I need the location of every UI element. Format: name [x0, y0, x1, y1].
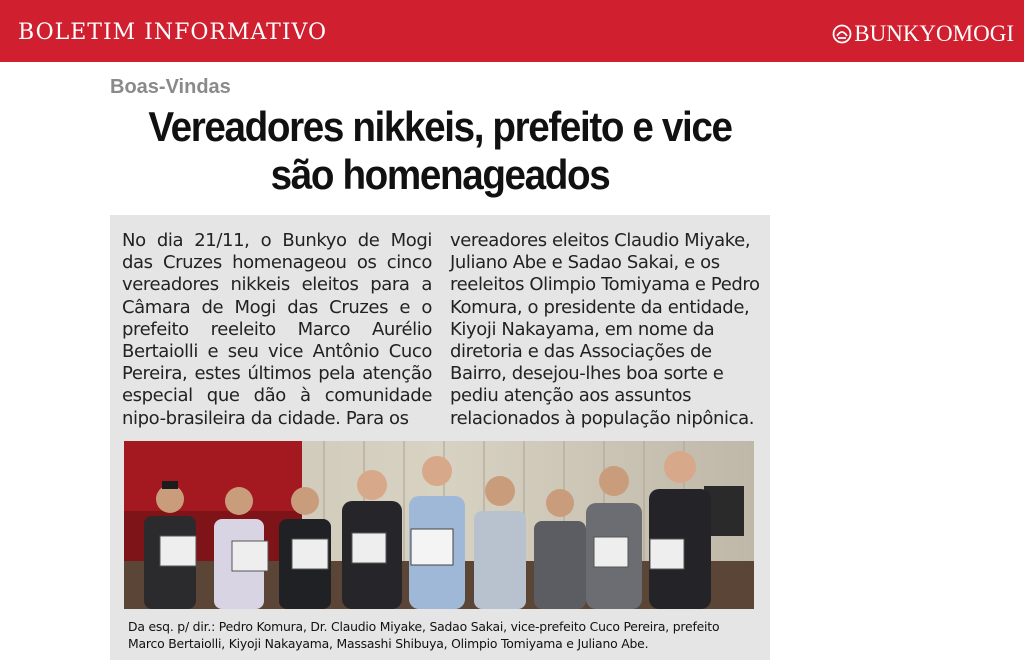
- newsletter-title: BOLETIM INFORMATIVO: [18, 20, 328, 45]
- article-column-right: vereadores eleitos Claudio Miyake, Juliano Abe e Sadao Sakai, e os reeleitos Olimpio Tomiyama e Pedro Komura, o presidente da entidade, Kiyoji Nakayama, em nome da diretoria e das Associações de Bairro, desejou-lhes boa sorte e pediu atenção aos assuntos relacionados à população nipônica.: [450, 230, 760, 429]
- article-headline: [136, 103, 743, 199]
- article-column-left: No dia 21/11, o Bunkyo de Mogi das Cruzes homenageou os cinco vereadores nikkeis eleitos para a Câmara de Mogi das Cruzes e o prefeito reeleito Marco Aurélio Bertaiolli e seu vice Antônio Cuco Pereira, estes últimos pela atenção especial que dão à comunidade nipo-brasileira da cidade. Para os: [122, 230, 432, 429]
- photo-caption: Da esq. p/ dir.: Pedro Komura, Dr. Claudio Miyake, Sadao Sakai, vice-prefeito Cuco Pereira, prefeito Marco Bertaiolli, Kiyoji Nakayama, Massashi Shibuya, Olimpio Tomiyama e Juliano Abe.: [128, 619, 720, 651]
- article-body: [110, 215, 770, 660]
- headline-line-2: são homenageados: [270, 151, 610, 198]
- brand-logo: [832, 21, 1014, 47]
- bunkyo-emblem-icon: [832, 24, 852, 44]
- photo-illustration: [124, 441, 754, 609]
- header-bar: [0, 0, 1024, 62]
- headline-line-1: Vereadores nikkeis, prefeito e vice: [148, 103, 732, 150]
- brand-logo-text: BUNKYOMOGI: [854, 21, 1014, 46]
- section-kicker: Boas-Vindas: [110, 76, 231, 98]
- group-photo: [124, 441, 754, 609]
